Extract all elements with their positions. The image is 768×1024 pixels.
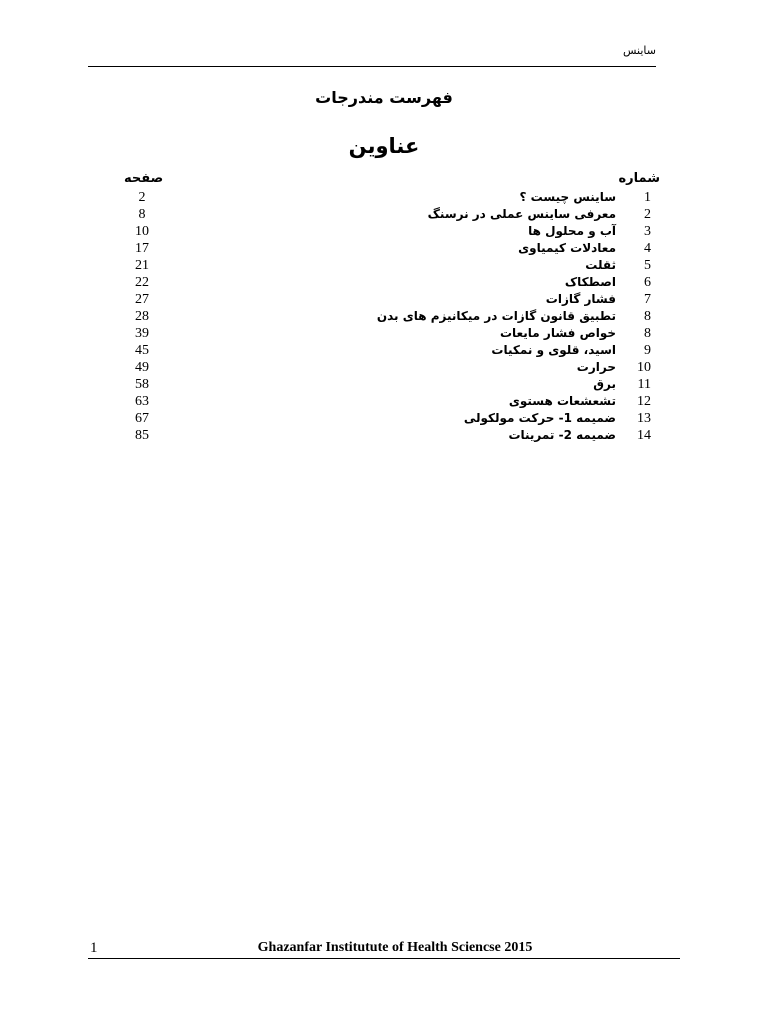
toc-row [0, 410, 768, 427]
toc-page: 22 [135, 275, 149, 290]
toc-entry-title: برق [593, 377, 616, 391]
toc-number: 6 [644, 275, 651, 290]
column-header-number: شماره [618, 171, 660, 186]
toc-entry-title: معادلات کیمیاوی [518, 241, 616, 255]
toc-entry-title: تطبیق قانون گازات در میکانیزم های بدن [376, 309, 616, 323]
toc-page: 28 [135, 309, 149, 324]
toc-page: 8 [138, 207, 146, 222]
toc-number: 1 [644, 190, 651, 205]
toc-entry-title: خواص فشار مایعات [499, 326, 616, 340]
footer-rule [88, 958, 680, 959]
toc-number: 3 [644, 224, 651, 239]
toc-number: 4 [644, 241, 651, 256]
toc-row [0, 274, 768, 291]
running-header: ساینس [623, 44, 656, 57]
toc-number: 7 [644, 292, 651, 307]
toc-row [0, 240, 768, 257]
toc-row [0, 427, 768, 444]
toc-row [0, 257, 768, 274]
toc-number: 13 [637, 411, 651, 426]
toc-number: 2 [644, 207, 651, 222]
toc-row [0, 223, 768, 240]
toc-page: 2 [138, 190, 146, 205]
toc-entry-title: اسید، قلوی و نمکیات [491, 343, 616, 357]
toc-entry-title: ساینس چیست ؟ [519, 190, 616, 204]
toc-title: فهرست مندرجات [315, 88, 453, 107]
toc-page: 39 [135, 326, 149, 341]
toc-number: 8 [644, 326, 651, 341]
toc-page: 10 [135, 224, 149, 239]
toc-row [0, 359, 768, 376]
toc-row [0, 393, 768, 410]
toc-page: 58 [135, 377, 149, 392]
toc-entry-title: تشعشعات هستوی [508, 394, 616, 408]
toc-number: 11 [637, 377, 651, 392]
toc-page: 27 [135, 292, 149, 307]
toc-entry-title: حرارت [576, 360, 616, 374]
toc-row [0, 325, 768, 342]
toc-page: 67 [135, 411, 149, 426]
toc-page: 49 [135, 360, 149, 375]
toc-entry-title: ضمیمه 2- تمرینات [508, 428, 616, 442]
column-header-page: صفحه [124, 171, 164, 186]
toc-subtitle: عناوین [348, 134, 420, 158]
toc-page: 63 [135, 394, 149, 409]
toc-page: 21 [135, 258, 149, 273]
toc-entry-title: ثقلت [585, 258, 616, 272]
toc-entry-title: فشار گازات [545, 292, 616, 306]
toc-page: 17 [135, 241, 149, 256]
toc-entry-title: آب و محلول ها [528, 224, 616, 238]
toc-entry-title: ضمیمه 1- حرکت مولکولی [463, 411, 616, 425]
toc-row [0, 206, 768, 223]
toc-page: 45 [135, 343, 149, 358]
toc-row [0, 342, 768, 359]
toc-number: 9 [644, 343, 651, 358]
toc-list [0, 189, 768, 444]
toc-number: 8 [644, 309, 651, 324]
footer-title: Ghazanfar Institutute of Health Sciencse 2015 [257, 940, 533, 955]
toc-number: 14 [637, 428, 651, 443]
header-rule [88, 66, 656, 67]
toc-number: 5 [644, 258, 651, 273]
toc-number: 12 [637, 394, 651, 409]
toc-entry-title: معرفی ساینس عملی در نرسنگ [427, 207, 616, 221]
toc-row [0, 376, 768, 393]
toc-row [0, 308, 768, 325]
toc-page: 85 [135, 428, 149, 443]
footer-page-number: 1 [90, 940, 98, 956]
toc-row [0, 291, 768, 308]
toc-row [0, 189, 768, 206]
toc-number: 10 [637, 360, 651, 375]
toc-entry-title: اصطکاک [564, 275, 616, 289]
